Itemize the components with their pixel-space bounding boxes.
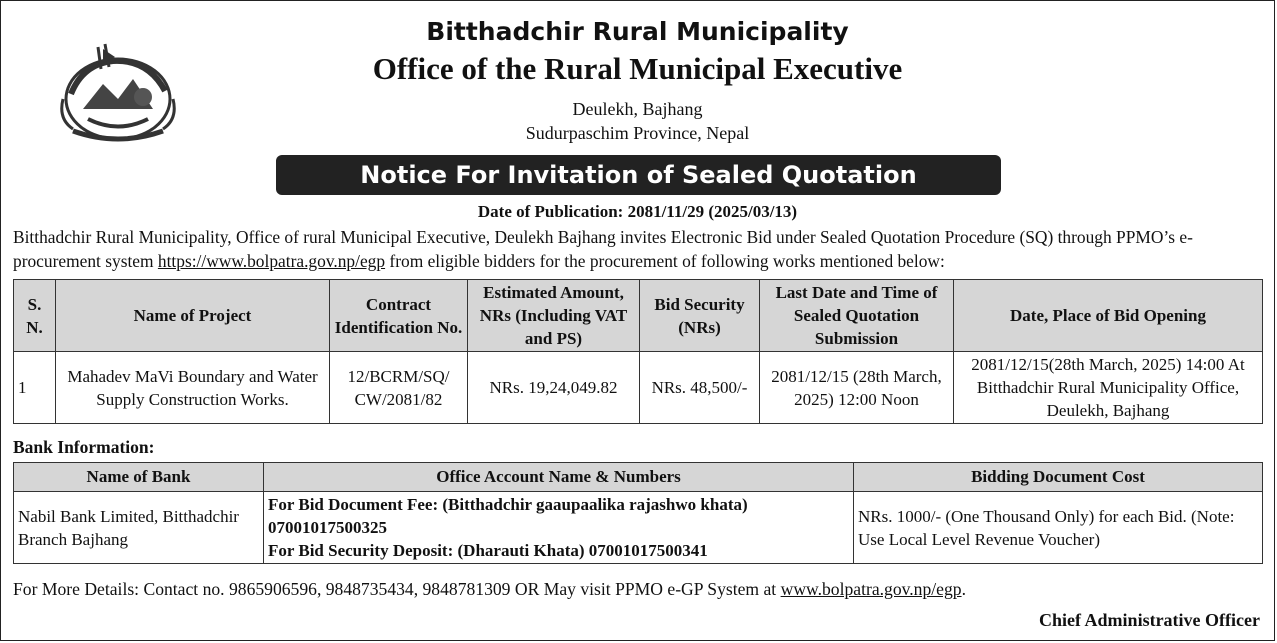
cell-accounts	[264, 492, 854, 564]
publication-date: Date of Publication: 2081/11/29 (2025/03/13)	[477, 202, 798, 221]
contact-details	[13, 579, 966, 600]
address-line-2: Sudurpaschim Province, Nepal	[525, 123, 750, 143]
header-last-date: Last Date and Time of Sealed Quotation Submission	[760, 280, 954, 352]
bank-table	[13, 462, 1263, 564]
intro-text-1: Bitthadchir Rural Municipality, Office of rural Municipal Executive, Deulekh Bajhang invites Electronic Bid under Sealed Quotation Procedure (SQ) through PPMO’s e-procurement system	[13, 227, 1193, 271]
header-contract-id: Contract Identification No.	[330, 280, 468, 352]
intro-paragraph	[13, 225, 1268, 273]
cell-sn: 1	[14, 352, 56, 424]
cell-bank-name: Nabil Bank Limited, Bitthadchir Branch Bajhang	[14, 492, 264, 564]
contact-end: .	[961, 579, 966, 599]
header-bank-name: Name of Bank	[14, 463, 264, 492]
cell-bid-opening: 2081/12/15(28th March, 2025) 14:00 At Bitthadchir Rural Municipality Office, Deulekh, Bajhang	[954, 352, 1263, 424]
cell-contract-id: 12/BCRM/SQ/ CW/2081/82	[330, 352, 468, 424]
project-table	[13, 279, 1263, 424]
signature-title: Chief Administrative Officer	[1039, 610, 1260, 630]
cell-last-date: 2081/12/15 (28th March, 2025) 12:00 Noon	[760, 352, 954, 424]
bank-table-header	[14, 463, 1263, 492]
bank-info-heading: Bank Information:	[13, 437, 155, 457]
cell-estimated-amount: NRs. 19,24,049.82	[468, 352, 640, 424]
table-row	[14, 352, 1263, 424]
office-title: Office of the Rural Municipal Executive	[372, 51, 903, 86]
contact-text: For More Details: Contact no. 9865906596, 9848735434, 9848781309 OR May visit PPMO e-GP System at	[13, 579, 781, 599]
header-bid-opening: Date, Place of Bid Opening	[954, 280, 1263, 352]
header-doc-cost: Bidding Document Cost	[854, 463, 1263, 492]
header-sn: S. N.	[14, 280, 56, 352]
doc-fee-account: For Bid Document Fee: (Bitthadchir gaaupaalika rajashwo khata) 07001017500325	[268, 495, 748, 537]
address-line-1: Deulekh, Bajhang	[572, 99, 703, 119]
cell-doc-cost: NRs. 1000/- (One Thousand Only) for each Bid. (Note: Use Local Level Revenue Voucher)	[854, 492, 1263, 564]
table-row	[14, 492, 1263, 564]
notice-title-banner: Notice For Invitation of Sealed Quotation	[276, 155, 1001, 195]
header-estimated-amount: Estimated Amount, NRs (Including VAT and PS)	[468, 280, 640, 352]
security-deposit-account: For Bid Security Deposit: (Dharauti Khata) 07001017500341	[268, 541, 708, 560]
header-account: Office Account Name & Numbers	[264, 463, 854, 492]
project-table-header	[14, 280, 1263, 352]
cell-project-name: Mahadev MaVi Boundary and Water Supply Construction Works.	[56, 352, 330, 424]
intro-text-2: from eligible bidders for the procurement of following works mentioned below:	[385, 251, 945, 271]
municipality-title: Bitthadchir Rural Municipality	[426, 17, 849, 46]
header-bid-security: Bid Security (NRs)	[640, 280, 760, 352]
cell-bid-security: NRs. 48,500/-	[640, 352, 760, 424]
bolpatra-link[interactable]: www.bolpatra.gov.np/egp	[780, 579, 962, 599]
egp-link[interactable]: https://www.bolpatra.gov.np/egp	[157, 251, 386, 271]
header-project-name: Name of Project	[56, 280, 330, 352]
